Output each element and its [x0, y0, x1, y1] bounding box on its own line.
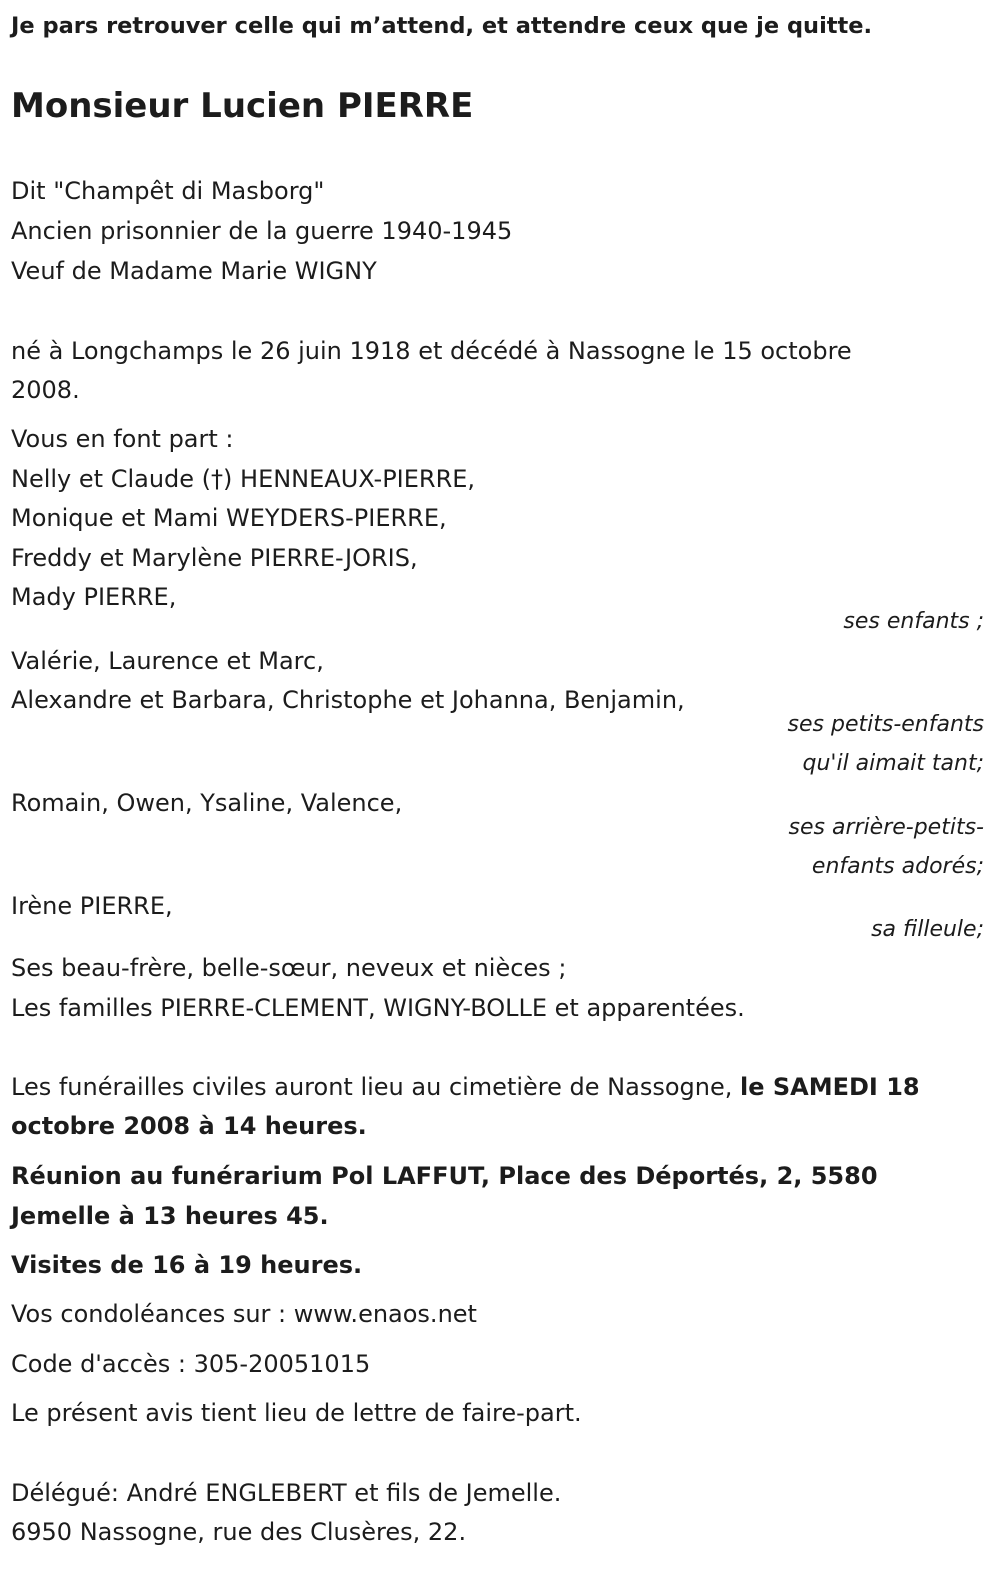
great-grandchildren-role-line-2: enfants adorés;: [811, 854, 984, 879]
children-role: ses enfants ;: [843, 609, 984, 634]
access-code: Code d'accès : 305-20051015: [11, 1350, 371, 1378]
extended-family-line-1: Ses beau-frère, belle-sœur, neveux et nièces ;: [11, 954, 567, 982]
grandchild-entry: Valérie, Laurence et Marc,: [11, 647, 324, 675]
goddaughter: Irène PIERRE,: [11, 892, 173, 920]
goddaughter-role: sa filleule;: [871, 917, 984, 942]
bio-nickname: Dit "Champêt di Masborg": [11, 177, 325, 205]
great-grandchildren-role-line-1: ses arrière-petits-: [788, 815, 984, 840]
child-entry: Mady PIERRE,: [11, 583, 177, 611]
condolences: Vos condoléances sur : www.enaos.net: [11, 1300, 477, 1328]
funeral-line-1: [11, 1067, 920, 1107]
child-entry: Nelly et Claude (†) HENNEAUX-PIERRE,: [11, 465, 476, 493]
bio-widower: Veuf de Madame Marie WIGNY: [11, 257, 377, 285]
funeral-line-2: octobre 2008 à 14 heures.: [11, 1112, 367, 1140]
delegate: Délégué: André ENGLEBERT et fils de Jemelle.: [11, 1479, 562, 1507]
grandchild-entry: Alexandre et Barbara, Christophe et Johanna, Benjamin,: [11, 686, 685, 714]
birth-death-line-1: né à Longchamps le 26 juin 1918 et décédé à Nassogne le 15 octobre: [11, 337, 852, 365]
grandchildren-role-line-1: ses petits-enfants: [787, 712, 984, 737]
extended-family-line-2: Les familles PIERRE-CLEMENT, WIGNY-BOLLE et apparentées.: [11, 994, 745, 1022]
great-grandchildren: Romain, Owen, Ysaline, Valence,: [11, 789, 403, 817]
visits: Visites de 16 à 19 heures.: [11, 1251, 363, 1279]
announcement-intro: Vous en font part :: [11, 425, 234, 453]
bio-prisoner: Ancien prisonnier de la guerre 1940-1945: [11, 217, 513, 245]
child-entry: Freddy et Marylène PIERRE-JORIS,: [11, 544, 418, 572]
notice: Le présent avis tient lieu de lettre de faire-part.: [11, 1399, 582, 1427]
meeting-line-2: Jemelle à 13 heures 45.: [11, 1202, 329, 1230]
epigraph: Je pars retrouver celle qui m’attend, et attendre ceux que je quitte.: [11, 13, 873, 39]
deceased-name: Monsieur Lucien PIERRE: [11, 86, 474, 126]
child-entry: Monique et Mami WEYDERS-PIERRE,: [11, 504, 447, 532]
funeral-date-start: le SAMEDI 18: [739, 1073, 920, 1101]
funeral-text: Les funérailles civiles auront lieu au cimetière de Nassogne,: [11, 1073, 740, 1101]
address: 6950 Nassogne, rue des Clusères, 22.: [11, 1518, 467, 1546]
birth-death-line-2: 2008.: [11, 376, 80, 404]
grandchildren-role-line-2: qu'il aimait tant;: [802, 751, 984, 776]
meeting-line-1: Réunion au funérarium Pol LAFFUT, Place des Déportés, 2, 5580: [11, 1162, 878, 1190]
